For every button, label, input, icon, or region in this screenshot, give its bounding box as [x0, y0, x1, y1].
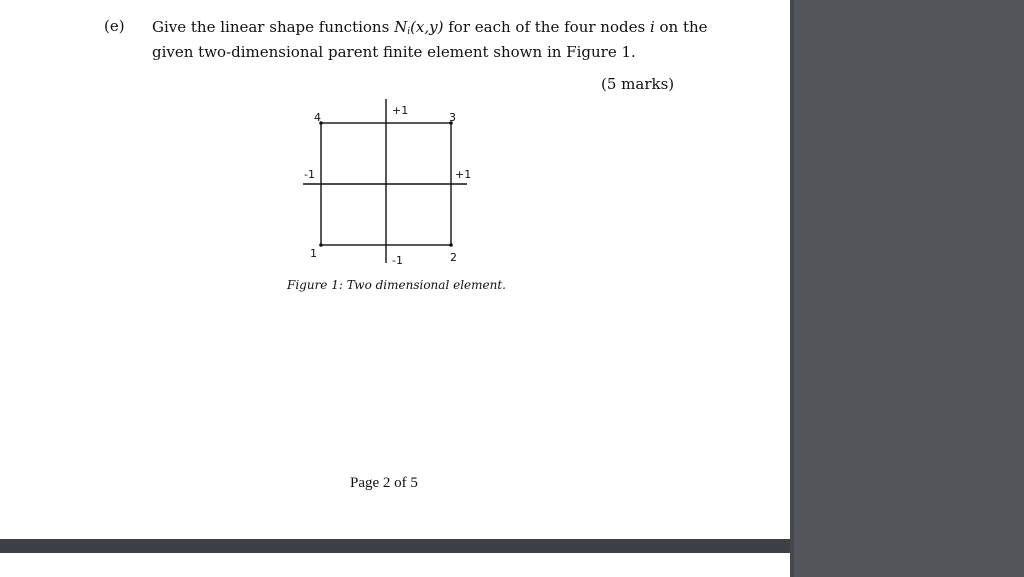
node-2-label: 2: [450, 251, 457, 264]
element-figure: [295, 94, 485, 269]
shape-function-N: N: [394, 18, 408, 36]
question-label: (e): [104, 17, 125, 35]
axis-label-top: +1: [392, 104, 409, 117]
shape-function-symbol: [394, 18, 443, 36]
figure-caption: Figure 1: Two dimensional element.: [287, 278, 506, 292]
node-3-label: 3: [449, 111, 456, 124]
page-gap: [0, 539, 792, 553]
next-page-top: [0, 553, 790, 577]
marks-label: (5 marks): [601, 75, 675, 93]
node-index-symbol: i: [649, 18, 655, 36]
axis-label-right: +1: [455, 168, 472, 181]
node-2-dot: [449, 243, 453, 247]
axis-label-left: -1: [304, 168, 315, 181]
question-text-part: on the: [654, 18, 708, 36]
question-line-1: [152, 17, 712, 42]
question-line-2: given two-dimensional parent finite element shown in Figure 1.: [152, 43, 636, 61]
question-text-part: Give the linear shape functions: [152, 18, 395, 36]
axis-label-bottom: -1: [392, 254, 403, 267]
shape-function-args: (x,y): [410, 18, 444, 36]
question-text: [152, 17, 712, 62]
node-1-dot: [319, 243, 323, 247]
page-number: Page 2 of 5: [350, 475, 418, 491]
viewer-side-panel-edge: [790, 0, 794, 577]
node-1-label: 1: [310, 247, 317, 260]
shape-function-subscript: i: [407, 27, 411, 37]
node-4-label: 4: [314, 111, 321, 124]
question-text-part: for each of the four nodes: [443, 18, 650, 36]
